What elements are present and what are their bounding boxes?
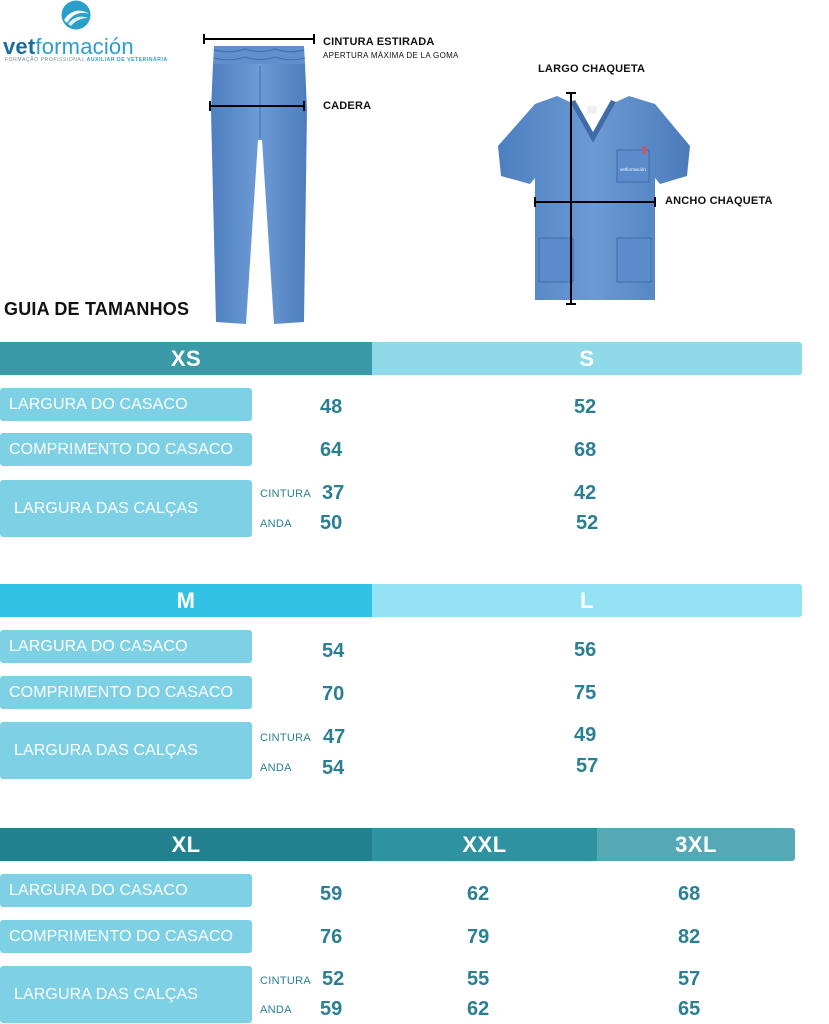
value-l-jacket-width: 56 [574, 639, 597, 661]
value-s-jacket-length: 68 [574, 439, 597, 461]
value-xl-hip: 59 [320, 998, 343, 1020]
row-label-pants-width: LARGURA DAS CALÇAS [0, 480, 252, 537]
value-xs-hip: 50 [320, 512, 343, 534]
row-label-jacket-length: COMPRIMENTO DO CASACO [0, 920, 252, 953]
value-xxl-jacket-width: 62 [467, 883, 490, 905]
svg-text:vetformación: vetformación [620, 167, 646, 172]
value-s-jacket-width: 52 [574, 396, 597, 418]
size-label-xl: XL [171, 831, 201, 857]
size-label-3xl: 3XL [675, 831, 717, 857]
value-m-waist: 47 [323, 726, 346, 748]
value-3xl-hip: 65 [678, 998, 701, 1020]
value-s-waist: 42 [574, 482, 597, 504]
sub-label-waist: CINTURA [260, 975, 311, 987]
sub-label-hip: ANDA [260, 518, 292, 530]
label-waist-note: APERTURA MÁXIMA DE LA GOMA [323, 51, 459, 60]
value-xxl-jacket-length: 79 [467, 926, 490, 948]
label-waist-stretched: CINTURA ESTIRADA [323, 36, 435, 48]
value-xs-jacket-length: 64 [320, 439, 343, 461]
sub-label-hip: ANDA [260, 762, 292, 774]
value-m-jacket-length: 70 [322, 683, 345, 705]
row-label-pants-width: LARGURA DAS CALÇAS [0, 966, 252, 1023]
logo-brand-b: formación [35, 34, 134, 59]
logo-tagline [5, 57, 168, 63]
page-title: GUIA DE TAMANHOS [4, 299, 190, 319]
value-xs-waist: 37 [322, 482, 345, 504]
pants-illustration [200, 30, 320, 330]
value-xs-jacket-width: 48 [320, 396, 343, 418]
value-3xl-jacket-width: 68 [678, 883, 701, 905]
logo-mark-icon [61, 0, 91, 30]
size-label-s: S [579, 345, 595, 371]
value-xl-jacket-length: 76 [320, 926, 343, 948]
size-header-xs [0, 342, 372, 375]
value-xl-jacket-width: 59 [320, 883, 343, 905]
row-label-jacket-width: LARGURA DO CASACO [0, 630, 252, 663]
value-l-waist: 49 [574, 724, 597, 746]
size-header-m [0, 584, 372, 617]
value-m-hip: 54 [322, 757, 345, 779]
label-hip: CADERA [323, 100, 372, 112]
size-label-m: M [176, 587, 196, 613]
size-header-3xl [597, 828, 795, 861]
label-jacket-length: LARGO CHAQUETA [538, 63, 646, 75]
label-jacket-width: ANCHO CHAQUETA [665, 195, 773, 207]
row-label-pants-width: LARGURA DAS CALÇAS [0, 722, 252, 779]
size-header-xxl [372, 828, 597, 861]
size-label-xs: XS [170, 345, 202, 371]
size-label-xxl: XXL [462, 831, 507, 857]
row-label-jacket-width: LARGURA DO CASACO [0, 388, 252, 421]
size-label-l: L [580, 587, 594, 613]
logo-tagline-a: FORMAÇÃO PROFISSIONAL [5, 57, 87, 63]
value-xxl-waist: 55 [467, 968, 490, 990]
value-l-jacket-length: 75 [574, 682, 597, 704]
row-label-jacket-width: LARGURA DO CASACO [0, 874, 252, 907]
value-3xl-jacket-length: 82 [678, 926, 701, 948]
row-label-jacket-length: COMPRIMENTO DO CASACO [0, 433, 252, 466]
value-3xl-waist: 57 [678, 968, 701, 990]
value-m-jacket-width: 54 [322, 640, 345, 662]
value-s-hip: 52 [576, 512, 599, 534]
size-header-xl [0, 828, 372, 861]
sub-label-hip: ANDA [260, 1004, 292, 1016]
sub-label-waist: CINTURA [260, 488, 311, 500]
logo-brand-a: vet [3, 34, 36, 59]
size-header-l [372, 584, 802, 617]
value-l-hip: 57 [576, 755, 599, 777]
size-header-s [372, 342, 802, 375]
row-label-jacket-length: COMPRIMENTO DO CASACO [0, 676, 252, 709]
value-xl-waist: 52 [322, 968, 345, 990]
sub-label-waist: CINTURA [260, 732, 311, 744]
value-xxl-hip: 62 [467, 998, 490, 1020]
logo-tagline-b: AUXILIAR DE VETERINÁRIA [86, 57, 168, 63]
